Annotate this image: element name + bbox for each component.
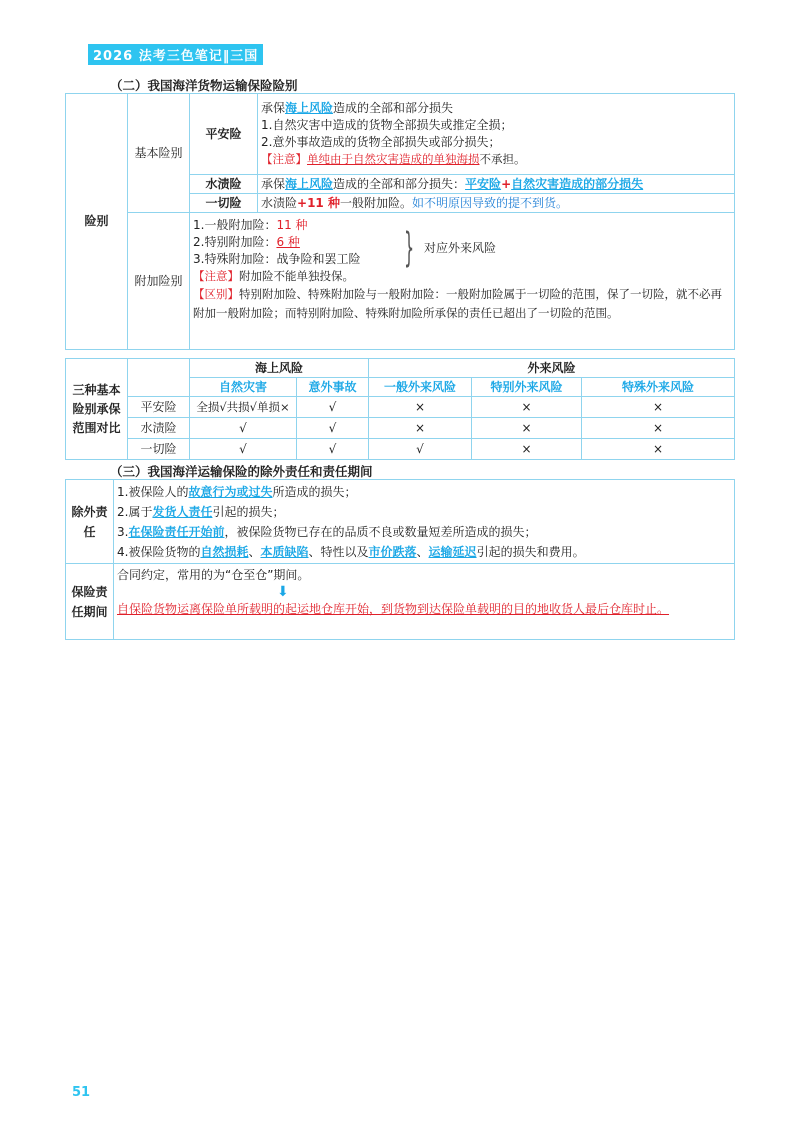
table-cell: × [369, 418, 472, 439]
header-banner: 2026 法考三色笔记‖三国 [88, 44, 263, 65]
wpa-name: 水渍险 [190, 175, 258, 194]
table-cell: √ [297, 418, 369, 439]
page-number: 51 [72, 1085, 91, 1100]
table-cell: × [472, 418, 582, 439]
table-cell: √ [297, 439, 369, 460]
row-name: 一切险 [128, 439, 190, 460]
fpa-content: 承保海上风险造成的全部和部分损失 1.自然灾害中造成的货物全部损失或推定全损； 2.意外事故造成的货物全部损失或部分损失； 【注意】单纯由于自然灾害造成的单独海损不承担。 [258, 94, 735, 175]
additional-label: 附加险别 [128, 213, 190, 350]
table-cell: √ [190, 418, 297, 439]
comparison-table [65, 358, 735, 460]
ext-risk-header: 外来风险 [369, 359, 735, 378]
table-row [66, 418, 735, 439]
risk-label: 险别 [66, 94, 128, 350]
table-cell: × [582, 397, 735, 418]
section2-title: （二）我国海洋货物运输保险险别 [110, 78, 298, 93]
section3-title: （三）我国海洋运输保险的除外责任和责任期间 [110, 464, 373, 479]
row-name: 平安险 [128, 397, 190, 418]
exclusion-label: 除外责任 [66, 480, 114, 564]
compare-label: 三种基本险别承保范围对比 [66, 359, 128, 460]
table-cell: × [582, 418, 735, 439]
arrow-down-icon: ⬇ [277, 584, 289, 600]
table-cell: √ [297, 397, 369, 418]
table-cell: × [472, 397, 582, 418]
row-name: 水渍险 [128, 418, 190, 439]
table-row [66, 439, 735, 460]
wpa-content: 承保海上风险造成的全部和部分损失：平安险+自然灾害造成的部分损失 [258, 175, 735, 194]
col-header: 特别外来风险 [472, 378, 582, 397]
insurance-risk-table [65, 93, 735, 350]
period-content: 合同约定，常用的为“仓至仓”期间。 ⬇ 自保险货物运离保险单所载明的起运地仓库开始，到货物到达保险单载明的目的地收货人最后仓库时止。 [114, 564, 735, 640]
col-header: 自然灾害 [190, 378, 297, 397]
brace-icon: } [404, 225, 415, 271]
allrisk-name: 一切险 [190, 194, 258, 213]
allrisk-content: 水渍险+11 种一般附加险。如不明原因导致的提不到货。 [258, 194, 735, 213]
col-header: 一般外来风险 [369, 378, 472, 397]
table-cell: 全损√共损√单损× [190, 397, 297, 418]
exclusion-content: 1.被保险人的故意行为或过失所造成的损失； 2.属于发货人责任引起的损失； 3.在保险责任开始前，被保险货物已存在的品质不良或数量短差所造成的损失； 4.被保险货物的自然损耗、本质缺陷、特性以及市价跌落、运输延迟引起的损失和费用。 [114, 480, 735, 564]
fpa-name: 平安险 [190, 94, 258, 175]
table-cell: √ [190, 439, 297, 460]
table-cell: √ [369, 439, 472, 460]
exclusion-table [65, 479, 735, 640]
additional-content: 1.一般附加险：11 种 2.特别附加险：6 种 3.特殊附加险：战争险和罢工险 【注意】附加险不能单独投保。 【区别】特别附加险、特殊附加险与一般附加险：一般附加险属于一切险的范围，保了一切险，就不必再附加一般附加险；而特别附加险、特殊附加险所承保的责任已超出了一切险的范围。 [190, 213, 735, 350]
period-label: 保险责任期间 [66, 564, 114, 640]
brace-label: 对应外来风险 [424, 241, 497, 255]
basic-label: 基本险别 [128, 94, 190, 213]
col-header: 意外事故 [297, 378, 369, 397]
table-cell: × [582, 439, 735, 460]
table-cell: × [369, 397, 472, 418]
sea-risk-header: 海上风险 [190, 359, 369, 378]
col-header: 特殊外来风险 [582, 378, 735, 397]
table-cell: × [472, 439, 582, 460]
table-row [66, 397, 735, 418]
